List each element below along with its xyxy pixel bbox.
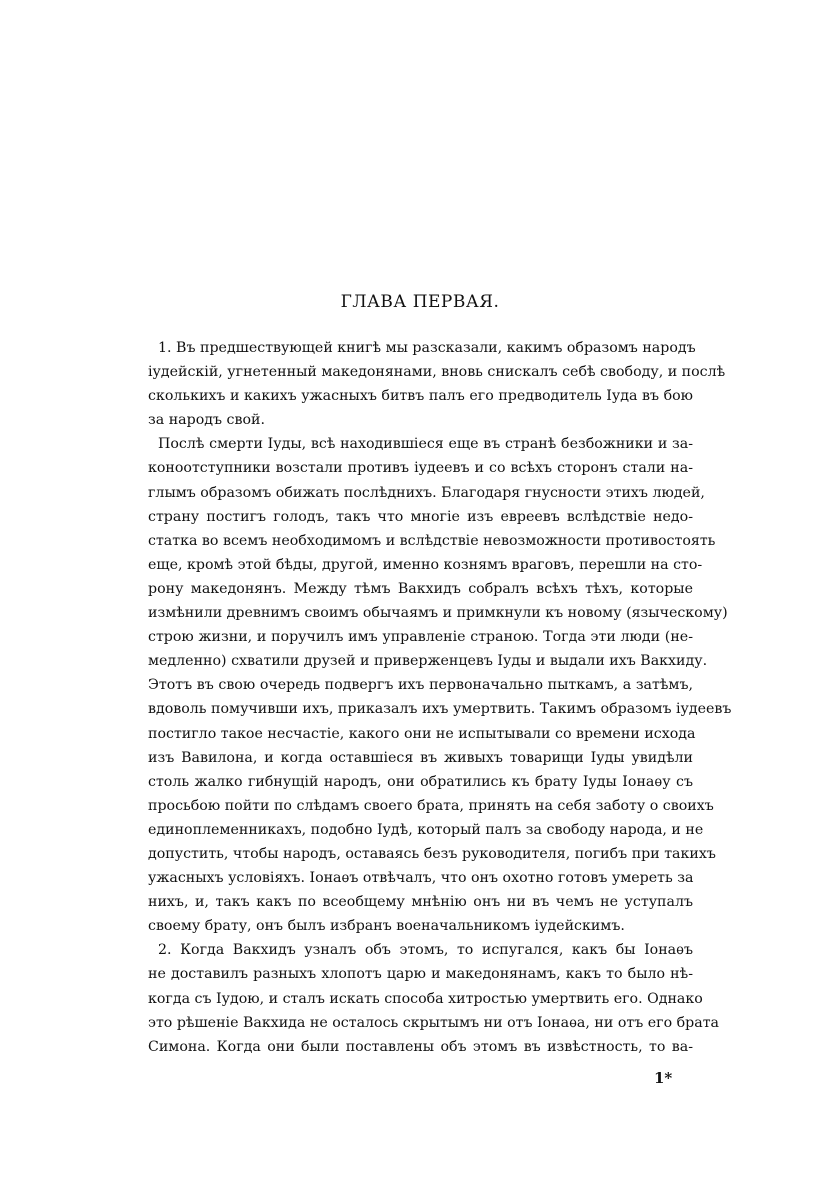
text-line: измѣнили древнимъ своимъ обычаямъ и примкнули къ новому (языческому)	[148, 605, 728, 622]
text-line: постигло такое несчастіе, какого они не испытывали со времени исхода	[148, 725, 696, 742]
text-line: коноотступники возстали противъ іудеевъ и со всѣхъ сторонъ стали на-	[148, 460, 693, 477]
text-line: рону македонянъ. Между тѣмъ Вакхидъ собралъ всѣхъ тѣхъ, которые	[148, 580, 693, 597]
text-line: статка во всемъ необходимомъ и вслѣдствіе невозможности противостоять	[148, 532, 716, 549]
text-line: Этотъ въ свою очередь подвергъ ихъ первоначально пыткамъ, а затѣмъ,	[148, 677, 693, 694]
text-line: 1. Въ предшествующей книгѣ мы разсказали, какимъ образомъ народъ	[158, 340, 696, 356]
text-line: строю жизни, и поручилъ имъ управленіе страною. Тогда эти люди (не-	[148, 629, 693, 646]
text-line: 2. Когда Вакхидъ узналъ объ этомъ, то испугался, какъ бы Іонаѳъ	[158, 942, 693, 959]
text-line: ужасныхъ условіяхъ. Іонаѳъ отвѣчалъ, что онъ охотно готовъ умереть за	[148, 870, 694, 887]
text-line: вдоволь помучивши ихъ, приказалъ ихъ умертвить. Такимъ образомъ іудеевъ	[148, 701, 732, 718]
text-line: глымъ образомъ обижать послѣднихъ. Благодаря гнусности этихъ людей,	[148, 484, 705, 501]
text-line: за народъ свой.	[148, 412, 265, 429]
text-line: іудейскій, угнетенный македонянами, вновь снискалъ себѣ свободу, и послѣ	[148, 364, 726, 381]
text-line: не доставилъ разныхъ хлопотъ царю и македонянамъ, какъ то было нѣ-	[148, 966, 693, 983]
text-line: когда съ Іудою, и сталъ искать способа хитростью умертвить его. Однако	[148, 990, 703, 1007]
body-text	[148, 336, 732, 1059]
chapter-title: ГЛАВА ПЕРВАЯ.	[340, 292, 500, 312]
text-line: медленно) схватили друзей и приверженцевъ Іуды и выдали ихъ Вакхиду.	[148, 653, 708, 670]
text-line: своему брату, онъ былъ избранъ военачальникомъ іудейскимъ.	[148, 918, 625, 935]
text-line: Симона. Когда они были поставлены объ этомъ въ извѣстность, то ва-	[148, 1038, 693, 1055]
text-line: просьбою пойти по слѣдамъ своего брата, принять на себя заботу о своихъ	[148, 797, 714, 814]
text-line: единоплеменникахъ, подобно Іудѣ, который палъ за свободу народа, и не	[148, 821, 704, 838]
text-line: страну постигъ голодъ, такъ что многіе изъ евреевъ вслѣдствіе недо-	[148, 508, 693, 525]
page-signature: 1*	[654, 1069, 673, 1087]
text-line: сколькихъ и какихъ ужасныхъ битвъ палъ его предводитель Іуда въ бою	[148, 388, 693, 405]
text-line: допустить, чтобы народъ, оставаясь безъ руководителя, погибъ при такихъ	[148, 845, 716, 862]
text-line: это рѣшеніе Вакхида не осталось скрытымъ ни отъ Іонаѳа, ни отъ его брата	[148, 1014, 720, 1031]
text-line: столь жалко гибнущій народъ, они обратились къ брату Іуды Іонаѳу съ	[148, 773, 693, 790]
text-line: нихъ, и, такъ какъ по всеобщему мнѣнію онъ ни въ чемъ не уступалъ	[148, 894, 693, 911]
text-line: Послѣ смерти Іуды, всѣ находившіеся еще въ странѣ безбожники и за-	[158, 436, 693, 453]
text-line: еще, кромѣ этой бѣды, другой, именно кознямъ враговъ, перешли на сто-	[148, 556, 703, 573]
text-line: изъ Вавилона, и когда оставшіеся въ живыхъ товарищи Іуды увидѣли	[148, 749, 693, 766]
